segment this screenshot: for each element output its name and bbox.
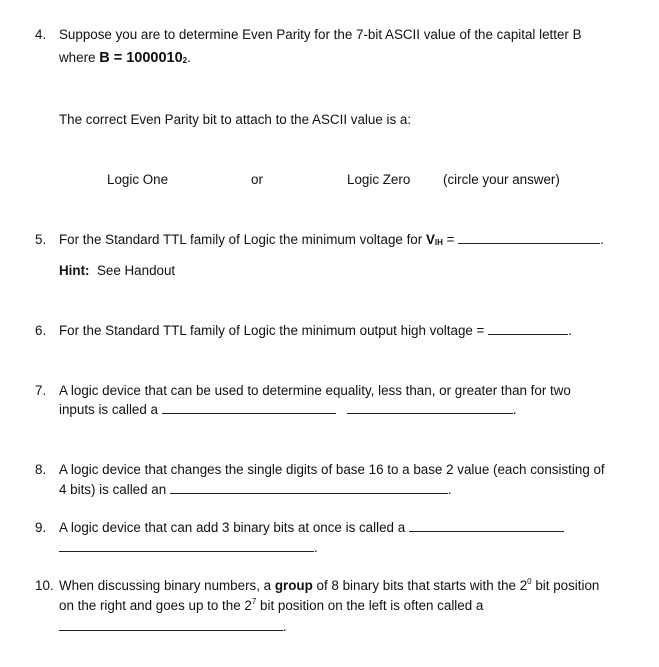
question-text: When discussing binary numbers, a group of 8 binary bits that starts with the $2^0$ bit position [59,577,600,593]
answer-blank[interactable] [458,232,600,244]
question-text-line2: on the right and goes up to the $2^7$ bit position on the left is often called a [59,597,484,613]
question-text-line2: where $B = 1000010_2$. [59,50,191,66]
question-text-line2: 4 bits) is called an . [59,482,452,497]
question-text: A logic device that can be used to determine equality, less than, or greater than for two [59,383,571,398]
question-text-line2: inputs is called a . [59,402,517,417]
question-number: 4. [35,27,47,42]
question-text: A logic device that changes the single digits of base 16 to a base 2 value (each consisting of [59,462,605,477]
question-number: 10. [35,578,54,593]
parity-prompt: The correct Even Parity bit to attach to the ASCII value is a: [59,112,412,127]
answer-blank[interactable] [162,402,336,414]
question-number: 7. [35,383,47,398]
question-number: 9. [35,520,47,535]
answer-blank[interactable] [59,619,283,631]
answer-blank[interactable] [170,482,448,494]
option-logic-one[interactable]: Logic One [107,172,169,187]
ascii-value: $B = 1000010_2$ [99,50,188,66]
question-number: 8. [35,462,47,477]
question-text: Suppose you are to determine Even Parity for the 7-bit ASCII value of the capital letter B [59,27,582,42]
question-number: 6. [35,323,47,338]
option-logic-zero[interactable]: Logic Zero [347,172,411,187]
hint: Hint: See Handout [59,263,176,278]
question-text-line2: . [59,540,318,555]
answer-blank[interactable] [59,540,314,552]
question-text: For the Standard TTL family of Logic the minimum voltage for $V_{IH}$ = . [59,232,604,247]
question-text-line3: . [59,619,287,634]
vih-symbol: $V_{IH}$ [425,232,443,247]
answer-blank[interactable] [488,323,568,335]
or-text: or [251,172,263,187]
question-number: 5. [35,232,47,247]
question-text: For the Standard TTL family of Logic the minimum output high voltage = . [59,323,572,338]
answer-blank[interactable] [409,520,564,532]
circle-instruction: (circle your answer) [443,172,560,187]
answer-blank[interactable] [347,402,513,414]
question-text: A logic device that can add 3 binary bits at once is called a [59,520,564,535]
